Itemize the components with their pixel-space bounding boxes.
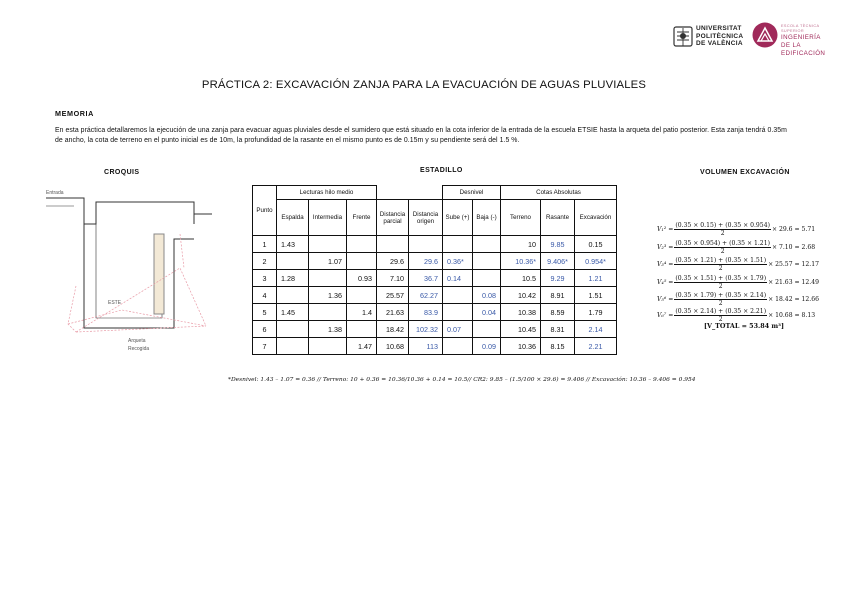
volume-fraction [674, 275, 767, 290]
croquis-heading: CROQUIS [104, 169, 140, 176]
volume-label: V₆⁷ = [657, 312, 674, 319]
volume-formula [657, 257, 819, 272]
cell-dorigen: 29.6 [409, 253, 443, 270]
cell-intermedia: 1.07 [309, 253, 347, 270]
cell-rasante: 8.15 [541, 338, 575, 355]
cell-dorigen [409, 236, 443, 253]
subheader-dparcial: Distancia parcial [377, 200, 409, 236]
estadillo-table [252, 185, 617, 355]
cell-intermedia [309, 338, 347, 355]
subheader-sube: Sube (+) [443, 200, 473, 236]
cell-espalda: 1.28 [277, 270, 309, 287]
volume-numerator: (0.35 × 1.79) + (0.35 × 2.14) [675, 292, 767, 299]
volume-result: × 10.68 = 8.13 [768, 312, 816, 319]
subheader-baja: Baja (-) [473, 200, 501, 236]
cell-dparcial: 18.42 [377, 321, 409, 338]
volume-result: × 25.57 = 12.17 [768, 261, 819, 268]
volume-denominator: 2 [718, 265, 723, 272]
subheader-intermedia: Intermedia [309, 200, 347, 236]
header-desnivel: Desnivel [443, 186, 501, 200]
cell-dparcial: 10.68 [377, 338, 409, 355]
cell-dorigen: 113 [409, 338, 443, 355]
table-row [253, 236, 617, 253]
cell-dorigen: 83.9 [409, 304, 443, 321]
cell-baja [473, 321, 501, 338]
cell-intermedia: 1.38 [309, 321, 347, 338]
memoria-heading: MEMORIA [55, 109, 94, 118]
cell-baja [473, 236, 501, 253]
cell-sube: 0.36* [443, 253, 473, 270]
cell-intermedia [309, 304, 347, 321]
cell-terreno: 10.5 [501, 270, 541, 287]
volume-denominator: 2 [718, 316, 723, 323]
cell-terreno: 10.45 [501, 321, 541, 338]
cell-espalda: 1.45 [277, 304, 309, 321]
volume-result: × 7.10 = 2.68 [771, 244, 816, 251]
volume-label: V₅⁶ = [657, 296, 674, 303]
cell-punto: 3 [253, 270, 277, 287]
volumen-heading: VOLUMEN EXCAVACIÓN [700, 169, 790, 176]
cell-punto: 4 [253, 287, 277, 304]
volume-formula [657, 308, 815, 323]
cell-rasante: 8.59 [541, 304, 575, 321]
cell-espalda [277, 321, 309, 338]
cell-punto: 1 [253, 236, 277, 253]
subheader-terreno: Terreno [501, 200, 541, 236]
subheader-dorigen: Distancia origen [409, 200, 443, 236]
cell-espalda [277, 338, 309, 355]
etsie-small-line: ESCOLA TÈCNICA SUPERIOR [781, 24, 820, 33]
page-title: PRÁCTICA 2: EXCAVACIÓN ZANJA PARA LA EVACUACIÓN DE AGUAS PLUVIALES [201, 79, 647, 91]
sketch-label-recogida: Recogida [128, 346, 150, 352]
volume-formula [657, 275, 819, 290]
cell-frente: 1.4 [347, 304, 377, 321]
cell-intermedia [309, 270, 347, 287]
volume-fraction [674, 308, 767, 323]
header-punto: Punto [253, 186, 277, 236]
etsie-line-3: EDIFICACIÓN [781, 49, 826, 57]
cell-frente [347, 321, 377, 338]
cell-excavacion: 1.21 [575, 270, 617, 287]
cell-rasante: 9.406* [541, 253, 575, 270]
upv-logo [672, 24, 746, 50]
cell-sube [443, 287, 473, 304]
cell-sube [443, 304, 473, 321]
cell-intermedia: 1.36 [309, 287, 347, 304]
volume-label: V₄⁵ = [657, 279, 674, 286]
cell-excavacion: 1.79 [575, 304, 617, 321]
volume-formula [657, 292, 819, 307]
cell-punto: 6 [253, 321, 277, 338]
cell-excavacion: 1.51 [575, 287, 617, 304]
subheader-espalda: Espalda [277, 200, 309, 236]
cell-frente [347, 287, 377, 304]
cell-espalda [277, 253, 309, 270]
volume-denominator: 2 [718, 283, 723, 290]
etsie-logo [752, 22, 840, 57]
sketch-label-arqueta: Arqueta [128, 338, 146, 344]
upv-seal-icon [672, 24, 694, 48]
etsie-line-1: INGENIERÍA [781, 34, 821, 41]
upv-line-3: DE VALÈNCIA [696, 40, 743, 47]
volume-fraction [674, 292, 767, 307]
subheader-rasante: Rasante [541, 200, 575, 236]
cell-sube [443, 338, 473, 355]
cell-sube: 0.14 [443, 270, 473, 287]
cell-dorigen: 36.7 [409, 270, 443, 287]
upv-line-2: POLITÈCNICA [696, 32, 744, 40]
cell-dorigen: 102.32 [409, 321, 443, 338]
cell-excavacion: 0.15 [575, 236, 617, 253]
table-row [253, 270, 617, 287]
header-cotas: Cotas Absolutas [501, 186, 617, 200]
cell-espalda [277, 287, 309, 304]
volume-label: V₂³ = [657, 244, 674, 251]
volume-denominator: 2 [720, 230, 725, 237]
cell-excavacion: 2.14 [575, 321, 617, 338]
cell-excavacion: 0.954* [575, 253, 617, 270]
cell-intermedia [309, 236, 347, 253]
cell-espalda: 1.43 [277, 236, 309, 253]
volume-numerator: (0.35 × 0.954) + (0.35 × 1.21) [675, 240, 770, 247]
table-row [253, 304, 617, 321]
upv-line-1: UNIVERSITAT [696, 25, 742, 32]
volume-fraction [674, 257, 767, 272]
volume-denominator: 2 [718, 300, 723, 307]
estadillo-heading: ESTADILLO [420, 167, 463, 174]
cell-baja: 0.04 [473, 304, 501, 321]
cell-sube [443, 236, 473, 253]
volume-label: V₃⁴ = [657, 261, 674, 268]
volume-fraction [674, 240, 771, 255]
cell-baja: 0.09 [473, 338, 501, 355]
cell-frente [347, 253, 377, 270]
subheader-frente: Frente [347, 200, 377, 236]
cell-rasante: 9.29 [541, 270, 575, 287]
cell-dparcial [377, 236, 409, 253]
cell-baja [473, 253, 501, 270]
cell-rasante: 8.31 [541, 321, 575, 338]
header-lecturas: Lecturas hilo medio [277, 186, 377, 200]
etsie-mark-icon [752, 22, 778, 48]
volume-fraction [674, 222, 771, 237]
volume-total: [V_TOTAL = 53.84 m³] [704, 322, 784, 330]
cell-rasante: 9.85 [541, 236, 575, 253]
cell-frente: 1.47 [347, 338, 377, 355]
cell-dorigen: 62.27 [409, 287, 443, 304]
volume-numerator: (0.35 × 1.21) + (0.35 × 1.51) [675, 257, 767, 264]
cell-rasante: 8.91 [541, 287, 575, 304]
cell-punto: 5 [253, 304, 277, 321]
volume-label: V₁² = [657, 226, 674, 233]
memoria-text: En esta práctica detallaremos la ejecución de una zanja para evacuar aguas pluviales desde el sumidero que está situado en la cota inferior de la entrada de la escuela ETSIE hasta la arqueta del patio posterior. Esta zanja tendrá 0.35m de ancho, la cota de terreno en el punto inicial es de 10m, la profundidad de la rasante en el mismo punto es de 0.15m y su pendiente será del 1.5 %. [55, 127, 787, 144]
table-row [253, 321, 617, 338]
cell-frente: 0.93 [347, 270, 377, 287]
sketch-label-box: ESTE [108, 300, 122, 306]
volume-result: × 18.42 = 12.66 [768, 296, 819, 303]
cell-terreno: 10.36* [501, 253, 541, 270]
volume-result: × 29.6 = 5.71 [771, 226, 816, 233]
table-row [253, 287, 617, 304]
volume-result: × 21.63 = 12.49 [768, 279, 819, 286]
cell-frente [347, 236, 377, 253]
volume-numerator: (0.35 × 0.15) + (0.35 × 0.954) [675, 222, 770, 229]
etsie-line-2: DE LA [781, 41, 801, 49]
volume-formula [657, 240, 815, 255]
volume-numerator: (0.35 × 1.51) + (0.35 × 1.79) [675, 275, 767, 282]
cell-terreno: 10.38 [501, 304, 541, 321]
volume-formula [657, 222, 815, 237]
cell-dparcial: 21.63 [377, 304, 409, 321]
cell-terreno: 10 [501, 236, 541, 253]
cell-terreno: 10.42 [501, 287, 541, 304]
table-row [253, 338, 617, 355]
subheader-excavacion: Excavación [575, 200, 617, 236]
cell-punto: 7 [253, 338, 277, 355]
sketch-label-entrada: Entrada [46, 190, 64, 196]
croquis-sketch [44, 184, 230, 354]
cell-baja: 0.08 [473, 287, 501, 304]
calculation-note: *Desnivel: 1.43 – 1.07 = 0.36 // Terreno: 10 + 0.36 = 10.36/10.36 + 0.14 = 10.5// CR2: 9.85 – (1.5/100 × 29.6) = 9.406 // Excavación: 10.36 – 9.406 = 0.954 [228, 377, 696, 383]
cell-dparcial: 7.10 [377, 270, 409, 287]
table-row [253, 253, 617, 270]
cell-baja [473, 270, 501, 287]
cell-punto: 2 [253, 253, 277, 270]
cell-dparcial: 29.6 [377, 253, 409, 270]
cell-excavacion: 2.21 [575, 338, 617, 355]
cell-dparcial: 25.57 [377, 287, 409, 304]
header-blank [377, 186, 443, 200]
cell-sube: 0.07 [443, 321, 473, 338]
volume-numerator: (0.35 × 2.14) + (0.35 × 2.21) [675, 308, 767, 315]
cell-terreno: 10.36 [501, 338, 541, 355]
volume-denominator: 2 [720, 248, 725, 255]
